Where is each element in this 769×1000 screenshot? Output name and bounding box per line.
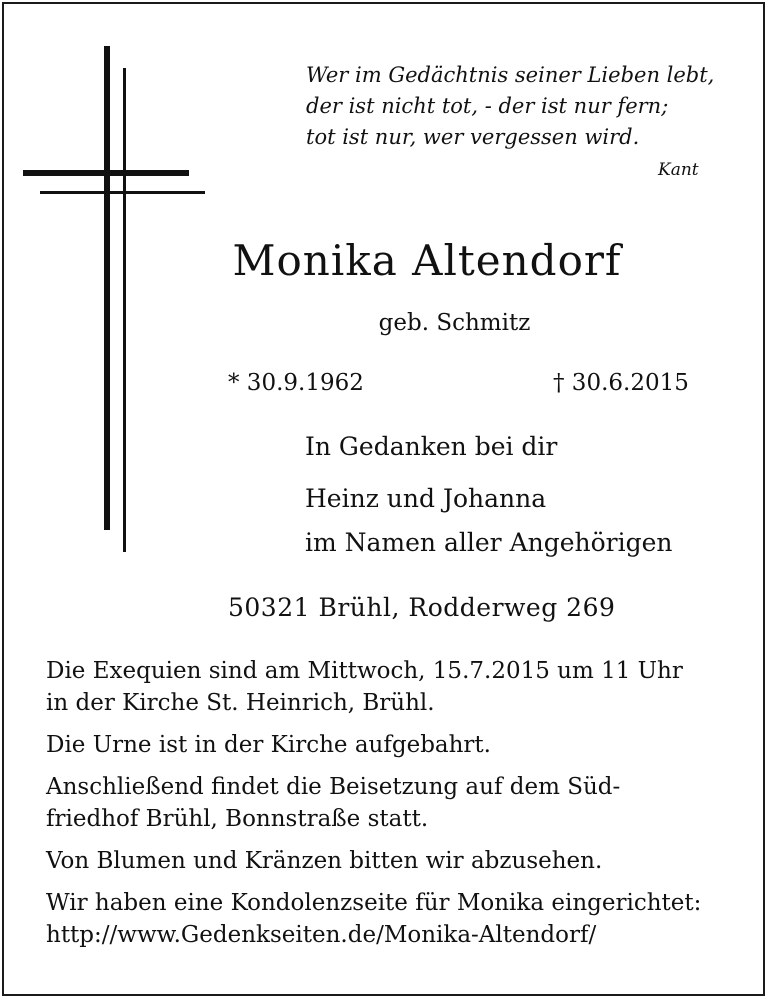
address: 50321 Brühl, Rodderweg 269 xyxy=(228,593,616,622)
funeral-details xyxy=(46,655,746,951)
deceased-name: Monika Altendorf xyxy=(232,236,622,285)
family-line: im Namen aller Angehörigen xyxy=(305,528,673,557)
family-names: Heinz und Johanna xyxy=(305,484,547,513)
quote-author: Kant xyxy=(658,160,699,180)
cross-icon xyxy=(104,46,110,530)
cross-icon-bar xyxy=(23,170,189,176)
detail-line: Von Blumen und Kränzen bitten wir abzusehen. xyxy=(46,848,603,874)
condolence-link[interactable]: http://www.Gedenkseiten.de/Monika-Altendorf/ xyxy=(46,922,597,948)
quote-line: tot ist nur, wer vergessen wird. xyxy=(306,125,640,149)
cross-icon-shadow-horizontal xyxy=(40,191,205,194)
maiden-name: geb. Schmitz xyxy=(378,310,531,336)
detail-line: Die Urne ist in der Kirche aufgebahrt. xyxy=(46,732,491,758)
quote-line: der ist nicht tot, - der ist nur fern; xyxy=(306,94,669,118)
quote xyxy=(306,60,746,153)
detail-line: Die Exequien sind am Mittwoch, 15.7.2015 um 11 Uhr xyxy=(46,658,683,684)
birth-date: * 30.9.1962 xyxy=(228,370,364,396)
family-line: In Gedanken bei dir xyxy=(305,432,558,461)
detail-line: friedhof Brühl, Bonnstraße statt. xyxy=(46,806,429,832)
death-date: † 30.6.2015 xyxy=(553,370,689,396)
quote-line: Wer im Gedächtnis seiner Lieben lebt, xyxy=(306,63,715,87)
detail-line: in der Kirche St. Heinrich, Brühl. xyxy=(46,690,435,716)
condolence-text: Wir haben eine Kondolenzseite für Monika eingerichtet: xyxy=(46,890,702,916)
detail-line: Anschließend findet die Beisetzung auf dem Süd- xyxy=(46,774,621,800)
